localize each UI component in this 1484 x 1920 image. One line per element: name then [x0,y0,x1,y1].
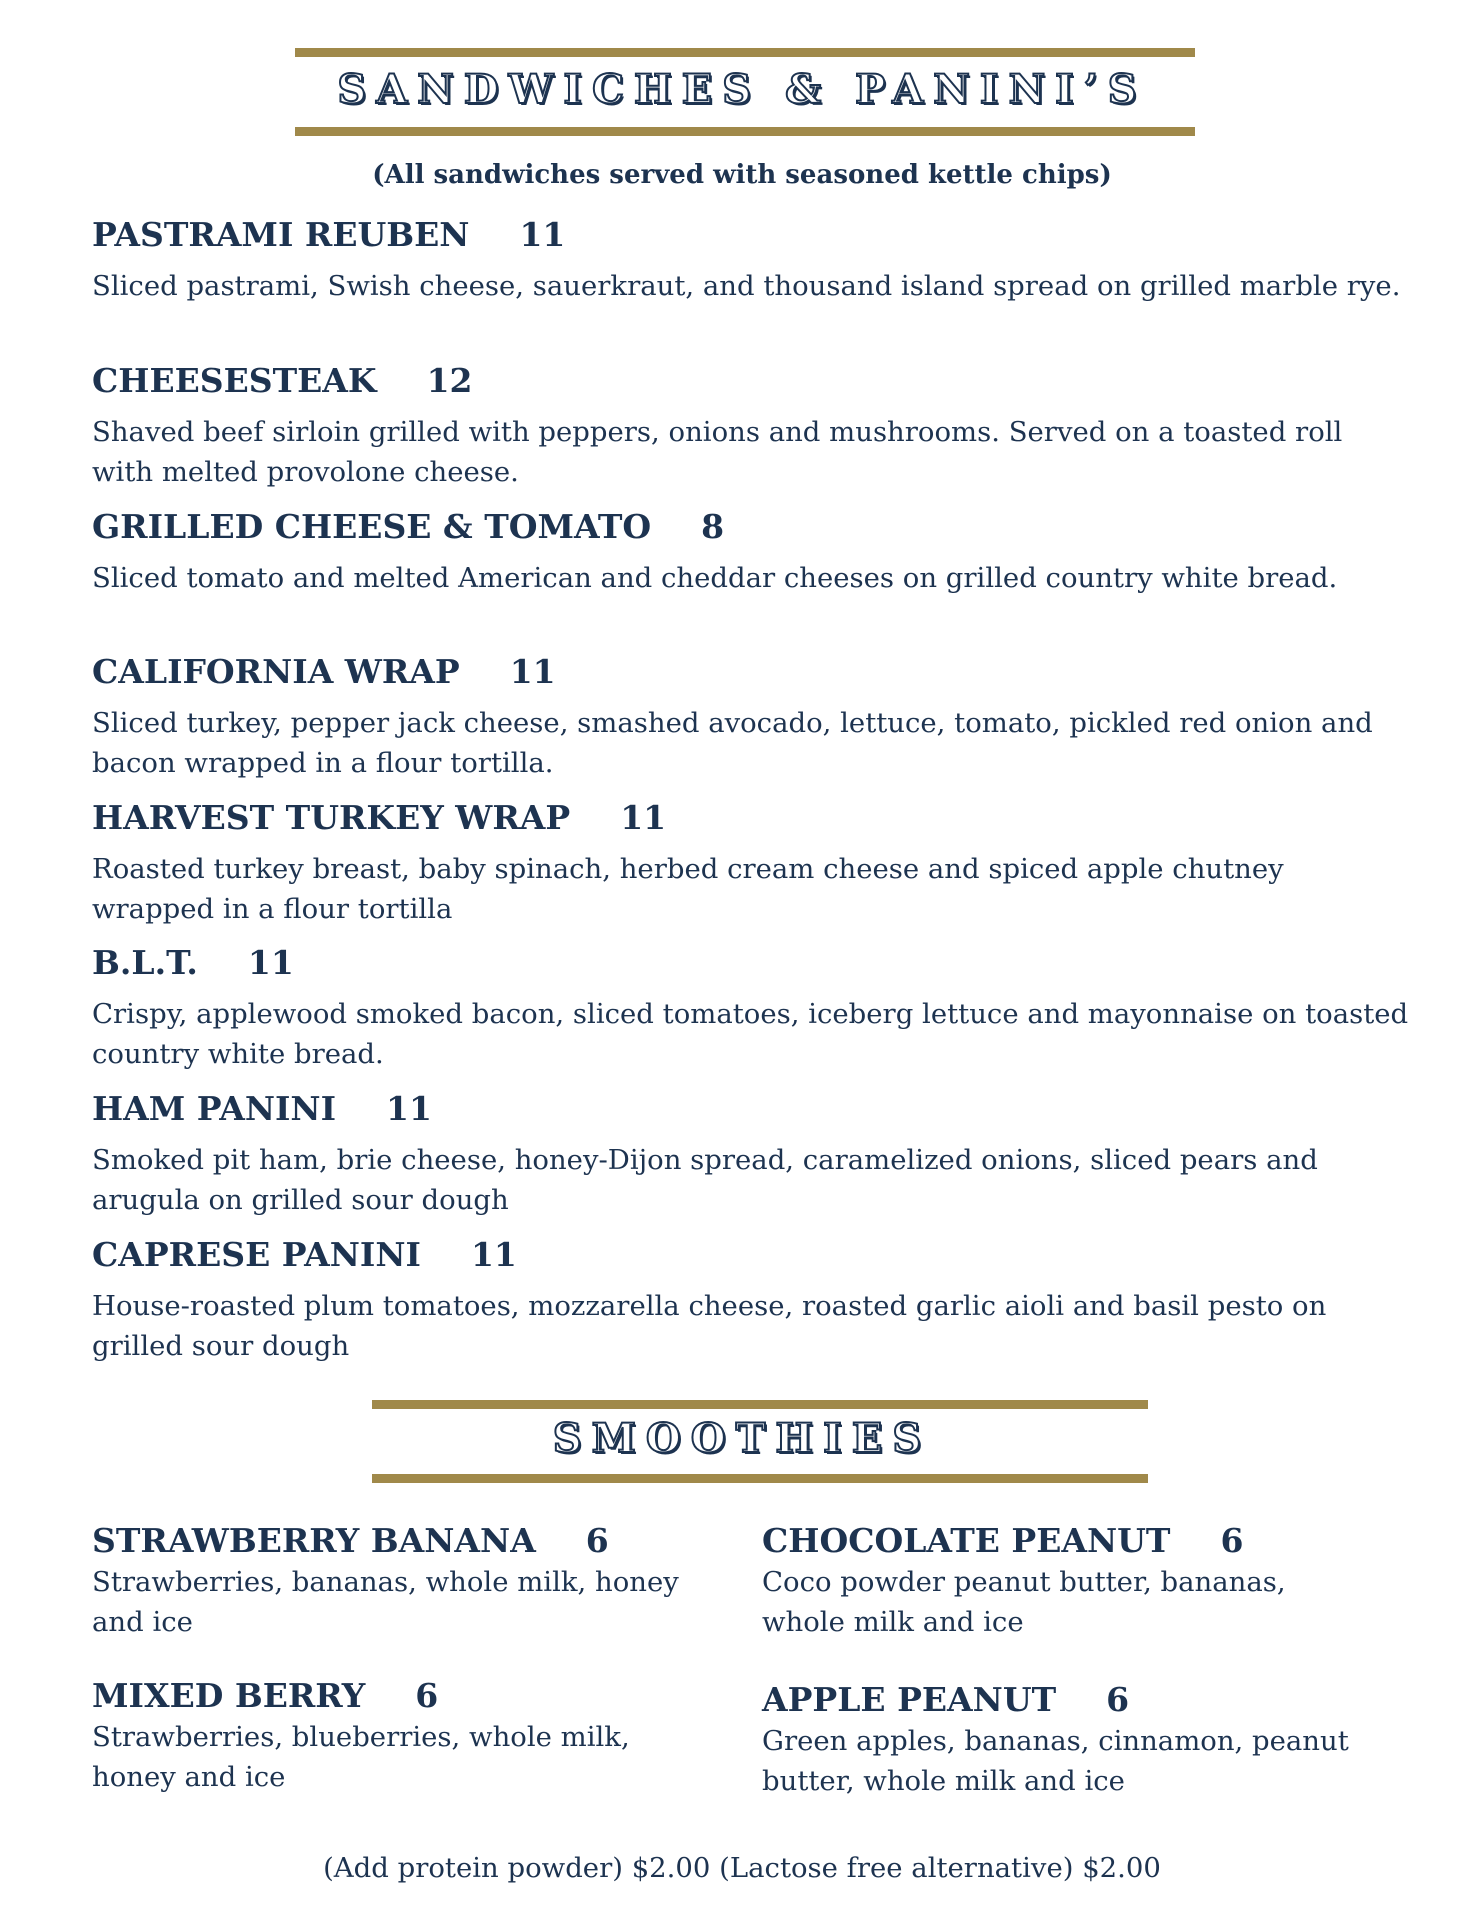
menu-item [92,797,1412,929]
item-name: CALIFORNIA WRAP [92,652,460,691]
item-price: 11 [470,1235,517,1274]
item-price: 11 [620,798,667,837]
item-heading [92,1234,1412,1276]
item-heading [92,1520,692,1562]
item-price: 6 [585,1521,609,1560]
sandwiches-subtitle: (All sandwiches served with seasoned kettle chips) [372,160,1112,190]
item-description: Shaved beef sirloin grilled with peppers, onions and mushrooms. Served on a toasted roll with melted provolone cheese. [92,416,1343,488]
menu-item [92,1088,1412,1220]
item-description: Strawberries, blueberries, whole milk, honey and ice [92,1721,630,1793]
item-price: 6 [1106,1680,1130,1719]
menu-item [92,1234,1412,1366]
item-heading [92,942,1412,984]
smoothie-item [762,1520,1362,1642]
item-heading [762,1679,1362,1721]
item-heading [92,360,1412,402]
item-price: 11 [519,215,566,254]
item-name: CHOCOLATE PEANUT [762,1521,1171,1560]
item-description: Crispy, applewood smoked bacon, sliced tomatoes, iceberg lettuce and mayonnaise on toasted country white bread. [92,998,1409,1070]
item-name: CHEESESTEAK [92,361,377,400]
item-name: HARVEST TURKEY WRAP [92,798,571,837]
smoothie-addons-note: (Add protein powder) $2.00 (Lactose free alternative) $2.00 [323,1852,1161,1884]
smoothies-rule-top [372,1400,1148,1409]
item-description: Coco powder peanut butter, bananas, whole milk and ice [762,1566,1286,1638]
item-description: Green apples, bananas, cinnamon, peanut butter, whole milk and ice [762,1725,1349,1797]
smoothies-rule-bottom [372,1474,1148,1483]
item-name: GRILLED CHEESE & TOMATO [92,507,652,546]
menu-item [92,651,1412,783]
smoothies-title: SMOOTHIES [552,1415,932,1462]
item-description: Sliced tomato and melted American and cheddar cheeses on grilled country white bread. [92,562,1338,594]
item-heading [92,1088,1412,1130]
item-name: APPLE PEANUT [762,1680,1057,1719]
header-rule-bottom [295,127,1195,136]
item-heading [92,214,1412,256]
item-description: Roasted turkey breast, baby spinach, herbed cream cheese and spiced apple chutney wrapped in a flour tortilla [92,853,1284,925]
menu-item [92,360,1412,492]
item-name: STRAWBERRY BANANA [92,1521,536,1560]
item-price: 6 [1220,1521,1244,1560]
smoothie-item [92,1675,692,1797]
item-price: 11 [386,1089,432,1128]
item-description: Strawberries, bananas, whole milk, honey and ice [92,1566,679,1638]
item-description: Smoked pit ham, brie cheese, honey-Dijon spread, caramelized onions, sliced pears and arugula on grilled sour dough [92,1144,1318,1216]
menu-item [92,942,1412,1074]
smoothie-item [92,1520,692,1642]
item-description: Sliced turkey, pepper jack cheese, smashed avocado, lettuce, tomato, pickled red onion and bacon wrapped in a flour tortilla. [92,707,1373,779]
item-price: 8 [701,507,725,546]
item-price: 11 [509,652,556,691]
smoothie-item [762,1679,1362,1801]
item-price: 6 [415,1676,439,1715]
item-heading [92,506,1412,548]
item-heading [762,1520,1362,1562]
item-heading [92,797,1412,839]
item-name: CAPRESE PANINI [92,1235,421,1274]
item-heading [92,1675,692,1717]
item-description: House-roasted plum tomatoes, mozzarella cheese, roasted garlic aioli and basil pesto on grilled sour dough [92,1290,1327,1362]
item-name: PASTRAMI REUBEN [92,215,470,254]
item-name: HAM PANINI [92,1089,337,1128]
sandwiches-title: SANDWICHES & PANINI’S [337,66,1147,113]
item-name: MIXED BERRY [92,1676,366,1715]
menu-item [92,214,1412,306]
item-heading [92,651,1412,693]
header-rule-top [295,48,1195,57]
menu-item [92,506,1412,598]
item-name: B.L.T. [92,943,198,982]
item-description: Sliced pastrami, Swish cheese, sauerkraut, and thousand island spread on grilled marble rye. [92,270,1401,302]
item-price: 12 [426,361,473,400]
item-price: 11 [247,943,294,982]
